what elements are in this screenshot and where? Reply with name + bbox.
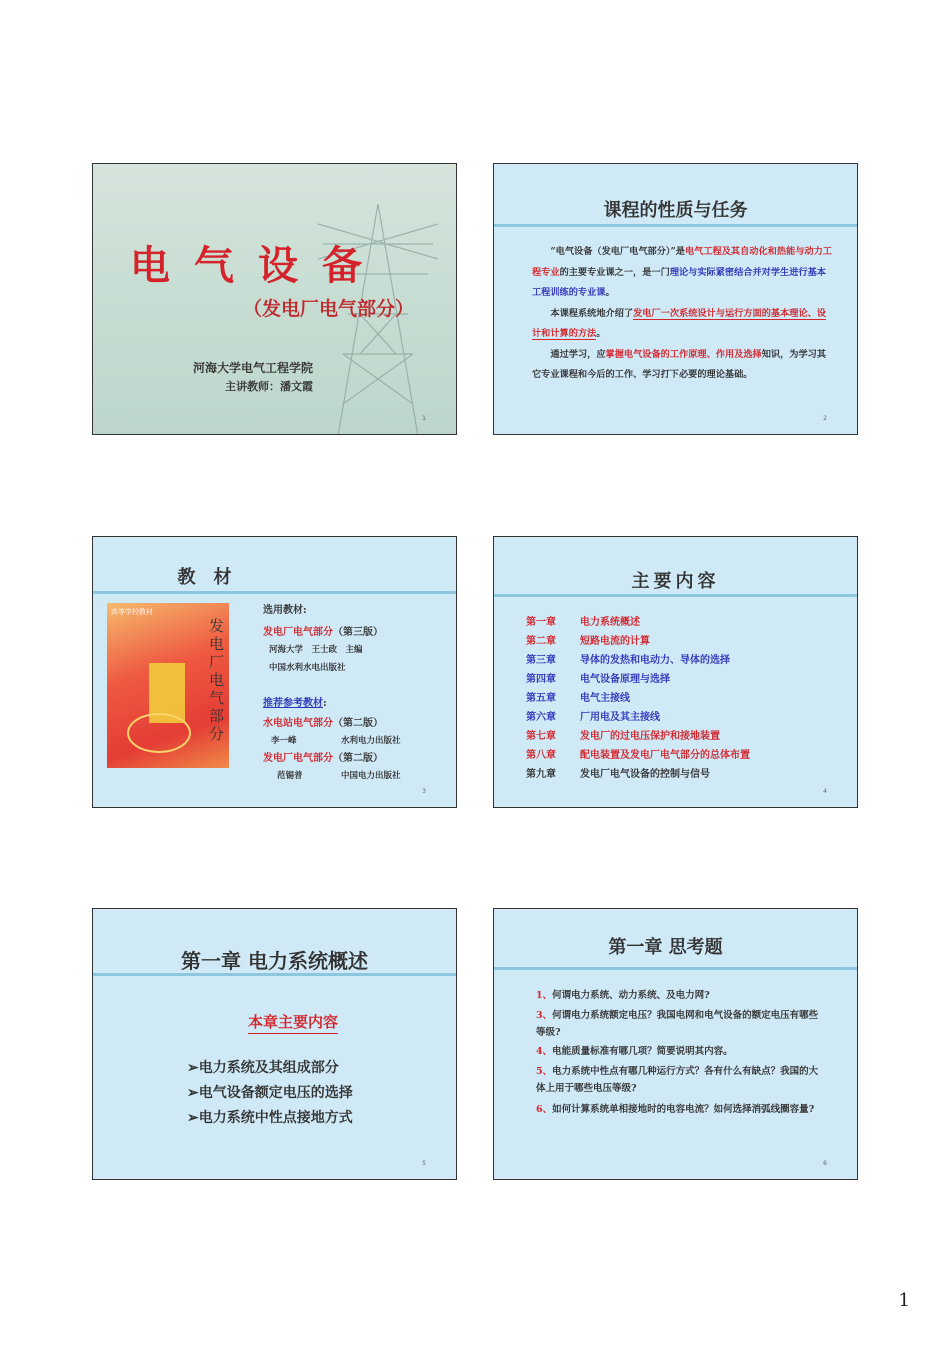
school-name: 河海大学电气工程学院: [193, 361, 314, 375]
slide-title: 主要内容: [631, 571, 720, 592]
slide-title: 第一章 电力系统概述: [181, 949, 368, 973]
book3-author: 范锡普: [277, 771, 303, 781]
paragraph-2: 本课程系统地介绍了发电厂一次系统设计与运行方面的基本理论、设计和计算的方法。: [532, 307, 827, 339]
question-item: 6、如何计算系统单相接地时的电容电流？如何选择消弧线圈容量?: [536, 1104, 815, 1115]
slide-number: 5: [422, 1160, 426, 1167]
question-item: 3、何谓电力系统额定电压？我国电网和电气设备的额定电压有哪些等级?: [536, 1010, 819, 1038]
title-rule: [494, 967, 857, 970]
selected-label: 选用教材:: [263, 605, 307, 616]
slide-title: 电气设备: [130, 242, 386, 289]
book1-authors: 河海大学 王士政 主编: [269, 645, 363, 655]
book1-publisher: 中国水利水电出版社: [269, 663, 346, 673]
paragraph-3: 通过学习，应掌握电气设备的工作原理、作用及选择知识，为学习其它专业课程和今后的工作、学习打下必要的理论基础。: [532, 348, 827, 380]
chapter-item: 第八章 配电装置及发电厂电气部分的总体布置: [526, 750, 750, 761]
slide-6: [493, 908, 858, 1180]
book-cover-title: 发电厂电气部分: [209, 617, 225, 743]
slide-number: 3: [422, 788, 426, 795]
slide-number: 1: [422, 415, 426, 422]
slide-body: [532, 242, 835, 386]
book2-publisher: 水利电力出版社: [341, 736, 401, 746]
question-item: 4、电能质量标准有哪几项？简要说明其内容。: [536, 1046, 733, 1057]
title-rule: [93, 591, 456, 594]
book1-title: 发电厂电气部分: [263, 627, 333, 638]
book2-author: 李一峰: [271, 736, 297, 746]
book3-publisher: 中国电力出版社: [341, 771, 401, 781]
slide-subtitle: （发电厂电气部分）: [243, 298, 415, 320]
chapter-item: 第六章 厂用电及其主接线: [526, 712, 660, 723]
chapter-item: 第五章 电气主接线: [526, 693, 630, 704]
chapter-key-heading: 本章主要内容: [93, 1011, 457, 1032]
chapter-item: 第一章 电力系统概述: [526, 617, 640, 628]
chapter-item: 第七章 发电厂的过电压保护和接地装置: [526, 731, 720, 742]
chapter-item: 第九章 发电厂电气设备的控制与信号: [526, 769, 710, 780]
slide-number: 6: [823, 1160, 827, 1167]
bullet-item: ➢电气设备额定电压的选择: [187, 1085, 353, 1101]
chapter-item: 第二章 短路电流的计算: [526, 636, 650, 647]
book-cover-header: 高等学校教材: [111, 608, 153, 616]
slide-title: 第一章 思考题: [608, 937, 723, 958]
slide-4: [493, 536, 858, 808]
textbook-cover-image: [107, 603, 229, 768]
bullet-item: ➢电力系统中性点接地方式: [187, 1110, 353, 1126]
slide-3: 教 材 高等学校教材 发电厂电气部分 选用教材: 发电厂电气部分（第三版） 河海大学 王士政 主编 中国水利水电出版社 推荐参考教材: 水电站电气部分（第二版） 李一峰 水利电力出版社 发电厂电气部分（第二版） 范锡普 中国电力出版社 3: [92, 536, 457, 808]
question-item: 5、电力系统中性点有哪几种运行方式？各有什么有缺点？我国的大体上用于哪些电压等级?: [536, 1066, 819, 1094]
page-number: 1: [898, 1290, 910, 1311]
chapter-item: 第三章 导体的发热和电动力、导体的选择: [526, 655, 730, 666]
ref-label: 推荐参考教材: [263, 698, 323, 709]
slide-5: [92, 908, 457, 1180]
title-rule: [494, 224, 857, 227]
slide-title: 教 材: [177, 567, 232, 588]
chapter-item: 第四章 电气设备原理与选择: [526, 674, 670, 685]
title-rule: [93, 973, 456, 976]
paragraph-1: “电气设备（发电厂电气部分）”是电气工程及其自动化和热能与动力工程专业的主要专业课之一，是一门理论与实际紧密结合并对学生进行基本工程训练的专业课。: [532, 246, 832, 298]
bullet-item: ➢电力系统及其组成部分: [187, 1060, 339, 1076]
book3-title: 发电厂电气部分: [263, 753, 333, 764]
slide-title: 课程的性质与任务: [603, 200, 748, 221]
title-rule: [494, 594, 857, 597]
slide-2: [493, 163, 858, 435]
slide-number: 2: [823, 415, 827, 422]
book2-title: 水电站电气部分: [263, 718, 333, 729]
slide-1: [92, 163, 457, 435]
slide-number: 4: [823, 788, 827, 795]
question-item: 1、何谓电力系统、动力系统、及电力网?: [536, 990, 710, 1001]
teacher-name: 主讲教师：潘文霞: [225, 380, 313, 393]
